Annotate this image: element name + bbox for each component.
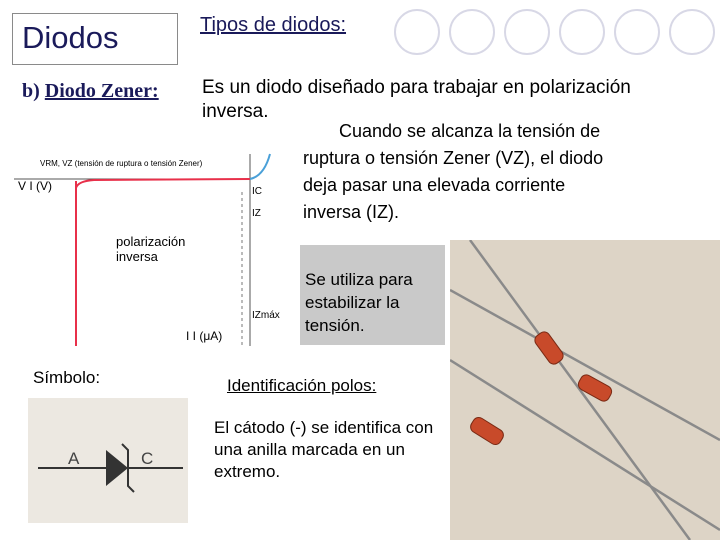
graph-x-label: I I (μA) <box>186 329 223 343</box>
paragraph-line-3: deja pasar una elevada corriente <box>303 175 566 195</box>
paragraph-line-4: inversa (IZ). <box>303 202 400 222</box>
graph-region-label-1: polarización <box>116 234 186 249</box>
graph-ic-label: IC <box>252 186 262 197</box>
zener-diodes-photo <box>450 240 720 540</box>
graph-top-label: VRM, VZ (tensión de ruptura o tensión Zener) <box>40 159 203 168</box>
zener-description: Es un diodo diseñado para trabajar en polarización inversa. <box>202 77 631 122</box>
graph-y-label: V I (V) <box>18 179 53 193</box>
decorative-circles <box>390 2 720 72</box>
zener-paragraph <box>303 118 675 226</box>
cathode-label: C <box>141 449 154 468</box>
identification-text: El cátodo (-) se identifica con una anilla marcada en un extremo. <box>214 418 434 481</box>
paragraph-line-2: ruptura o tensión Zener (VZ), el diodo <box>303 148 604 168</box>
zener-symbol <box>28 398 188 523</box>
use-note-text: Se utiliza para estabilizar la tensión. <box>305 270 413 335</box>
zener-characteristic-graph <box>14 146 284 346</box>
anode-label: A <box>68 449 80 468</box>
section-label-text: Diodo Zener: <box>44 80 159 102</box>
section-label <box>22 80 159 103</box>
identification-title: Identificación polos: <box>227 376 377 395</box>
graph-izmax-label: IZmáx <box>252 310 280 321</box>
graph-region-label-2: inversa <box>116 249 158 264</box>
paragraph-line-1: Cuando se alcanza la tensión de <box>339 121 601 141</box>
slide-subtitle: Tipos de diodos: <box>200 14 347 36</box>
symbol-label: Símbolo: <box>33 368 101 387</box>
graph-iz-label: IZ <box>252 208 261 219</box>
page-title: Diodos <box>22 20 119 55</box>
section-prefix: b) <box>22 80 45 102</box>
